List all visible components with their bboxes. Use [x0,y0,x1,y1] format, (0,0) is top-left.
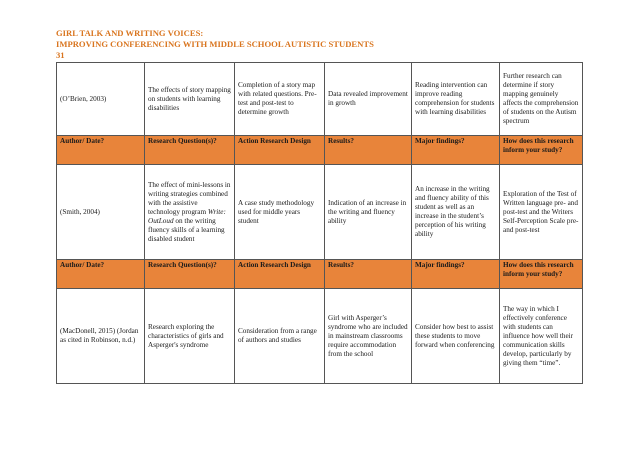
table-row [57,63,583,136]
cell-design: Consideration from a range of authors and studies [235,289,325,384]
cell-results: Indication of an increase in the writing and fluency ability [325,165,412,260]
table-header-row [57,136,583,165]
page-header [56,28,374,61]
header-title-line1: GIRL TALK AND WRITING VOICES: [56,28,204,38]
header-question: Research Question(s)? [145,136,235,165]
cell-author: (Smith, 2004) [57,165,145,260]
cell-design: Completion of a story map with related questions. Pre-test and post-test to determine growth [235,63,325,136]
header-findings: Major findings? [412,136,500,165]
table-row [57,165,583,260]
header-title-line2: IMPROVING CONFERENCING WITH MIDDLE SCHOOL AUTISTIC STUDENTS [56,39,374,49]
header-findings: Major findings? [412,260,500,289]
table-row [57,289,583,384]
question-text: The effect of mini-lessons in writing strategies combined with the assistive technology program [148,180,231,216]
cell-inform: The way in which I effectively conference with students can influence how well their communication skills develop, particularly by giving them “time”. [500,289,583,384]
header-results: Results? [325,260,412,289]
header-question: Research Question(s)? [145,260,235,289]
header-inform: How does this research inform your study? [500,260,583,289]
cell-author: (MacDonell, 2015) (Jordan as cited in Robinson, n.d.) [57,289,145,384]
cell-question: The effects of story mapping on students with learning disabilities [145,63,235,136]
cell-inform: Further research can determine if story mapping genuinely affects the comprehension of students on the Autism spectrum [500,63,583,136]
cell-inform: Exploration of the Test of Written language pre- and post-test and the Writers Self-Perception Scale pre- and post-test [500,165,583,260]
cell-author: (O’Brien, 2003) [57,63,145,136]
cell-findings: Consider how best to assist these students to move forward when conferencing [412,289,500,384]
page-number: 31 [56,50,65,60]
header-design: Action Research Design [235,260,325,289]
cell-findings: Reading intervention can improve reading comprehension for students with learning disabilities [412,63,500,136]
question-text-end: on the writing fluency skills of a learning disabled student [148,216,225,243]
header-inform: How does this research inform your study? [500,136,583,165]
cell-question [145,165,235,260]
cell-design: A case study methodology used for middle years student [235,165,325,260]
cell-findings: An increase in the writing and fluency ability of this student as well as an increase in the student’s perception of his writing ability [412,165,500,260]
research-table [56,62,583,384]
cell-results: Data revealed improvement in growth [325,63,412,136]
header-design: Action Research Design [235,136,325,165]
cell-results: Girl with Asperger’s syndrome who are included in mainstream classrooms require accommodation from the school [325,289,412,384]
cell-question: Research exploring the characteristics of girls and Asperger's syndrome [145,289,235,384]
header-results: Results? [325,136,412,165]
program-name: Write: OutLoud [148,207,226,225]
header-author: Author/ Date? [57,260,145,289]
header-author: Author/ Date? [57,136,145,165]
table-header-row [57,260,583,289]
